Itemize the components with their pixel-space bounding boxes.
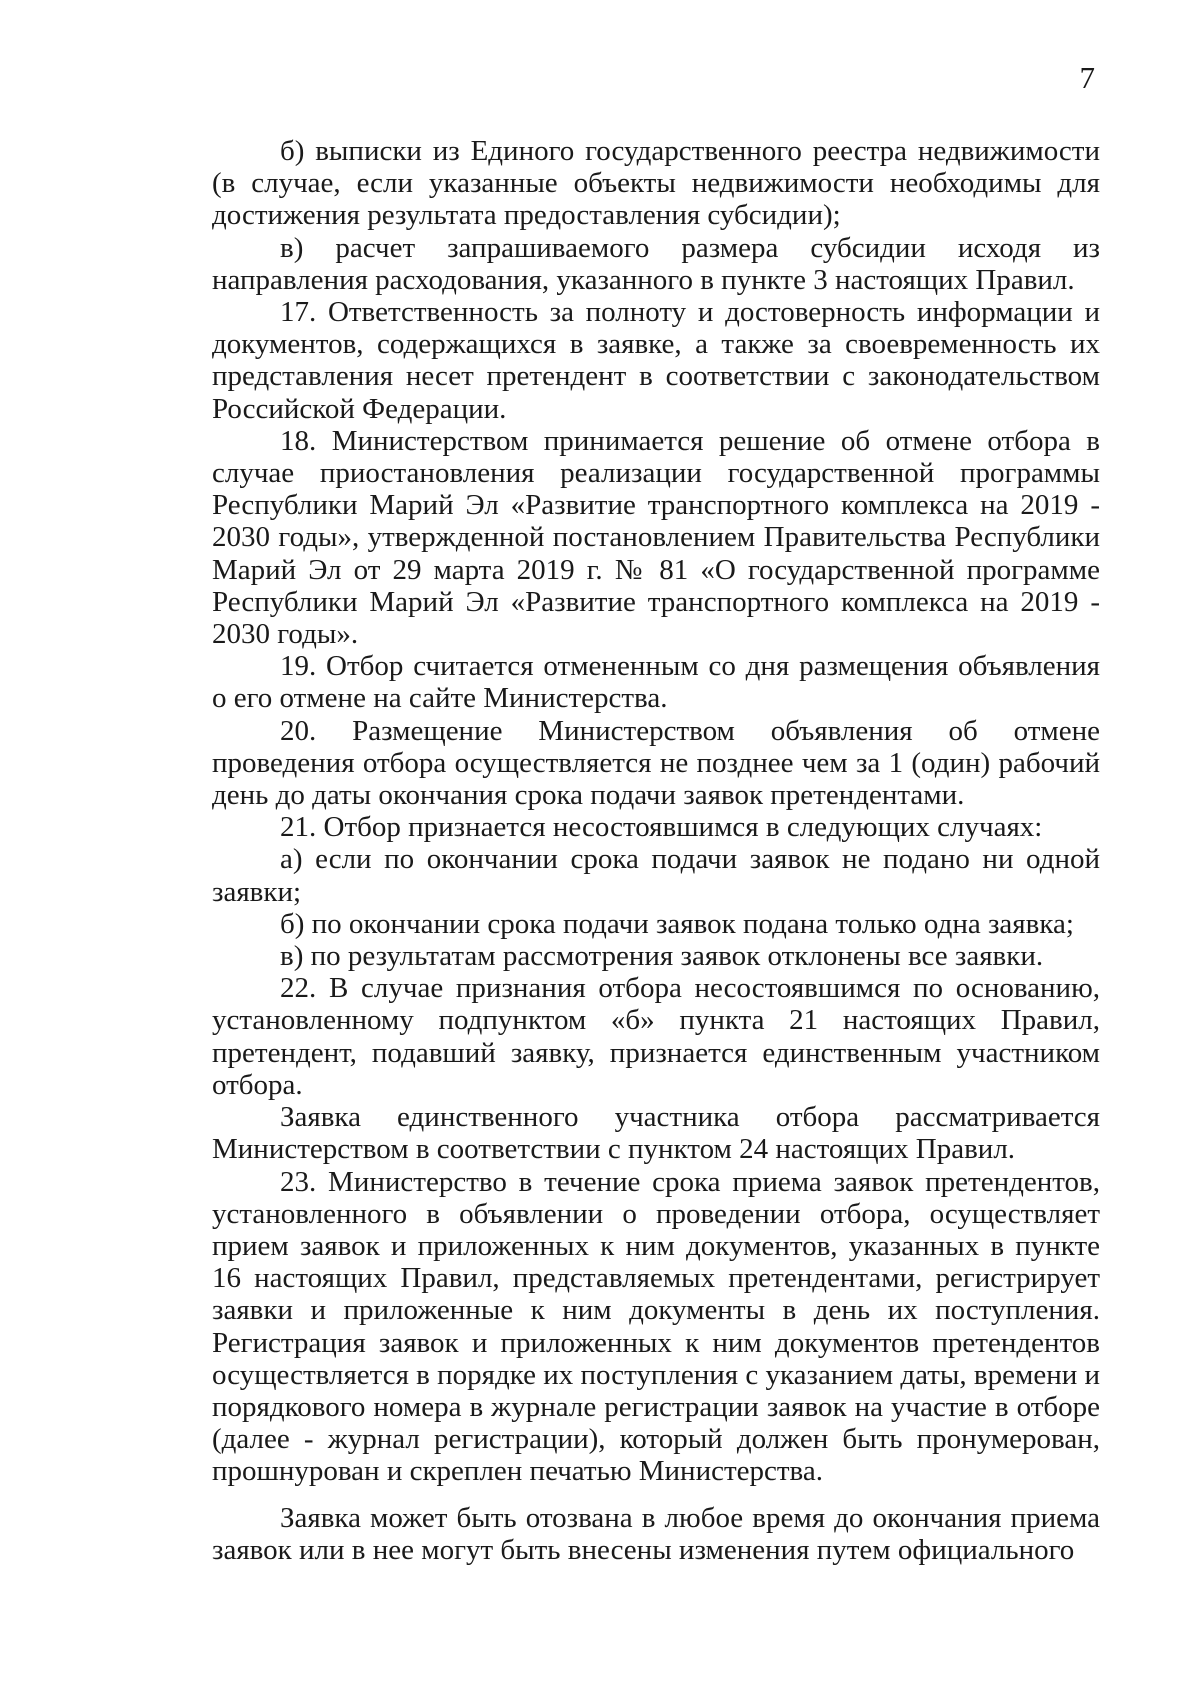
paragraph-16b: б) выписки из Единого государственного реестра недвижимости (в случае, если указанные объекты недвижимости необходимы для достижения результата предоставления субсидии); (212, 135, 1100, 232)
document-body (212, 135, 1100, 1566)
paragraph-22: 22. В случае признания отбора несостоявшимся по основанию, установленному подпунктом «б» пункта 21 настоящих Правил, претендент, подавший заявку, признается единственным участником отбора. (212, 972, 1100, 1101)
paragraph-18: 18. Министерством принимается решение об отмене отбора в случае приостановления реализации государственной программы Республики Марий Эл «Развитие транспортного комплекса на 2019 - 2030 годы», утвержденной постановлением Правительства Республики Марий Эл от 29 марта 2019 г. № 81 «О государственной программе Республики Марий Эл «Развитие транспортного комплекса на 2019 - 2030 годы». (212, 424, 1100, 651)
paragraph-23: 23. Министерство в течение срока приема заявок претендентов, установленного в объявлении о проведении отбора, осуществляет прием заявок и приложенных к ним документов, указанных в пункте 16 настоящих Правил, представляемых претендентами, регистрирует заявки и приложенные к ним документы в день их поступления. Регистрация заявок и приложенных к ним документов претендентов осуществляется в порядке их поступления с указанием даты, времени и порядкового номера в журнале регистрации заявок на участие в отборе (далее - журнал регистрации), который должен быть пронумерован, прошнурован и скреплен печатью Министерства. (212, 1165, 1100, 1488)
paragraph-16v: в) расчет запрашиваемого размера субсидии исходя из направления расходования, указанного в пункте 3 настоящих Правил. (212, 231, 1100, 296)
paragraph-17: 17. Ответственность за полноту и достоверность информации и документов, содержащихся в заявке, а также за своевременность их представления несет претендент в соответствии с законодательством Российской Федерации. (212, 296, 1100, 425)
paragraph-23-withdrawal: Заявка может быть отозвана в любое время до окончания приема заявок или в нее могут быть внесены изменения путем официального (212, 1501, 1100, 1566)
paragraph-21b: б) по окончании срока подачи заявок подана только одна заявка; (280, 907, 1074, 940)
paragraph-21: 21. Отбор признается несостоявшимся в следующих случаях: (280, 811, 1043, 844)
paragraph-22-single-participant: Заявка единственного участника отбора рассматривается Министерством в соответствии с пунктом 24 настоящих Правил. (212, 1101, 1100, 1166)
page-number: 7 (1079, 60, 1095, 95)
paragraph-20: 20. Размещение Министерством объявления об отмене проведения отбора осуществляется не позднее чем за 1 (один) рабочий день до даты окончания срока подачи заявок претендентами. (212, 714, 1100, 812)
paragraph-21v: в) по результатам рассмотрения заявок отклонены все заявки. (280, 940, 1044, 973)
paragraph-19: 19. Отбор считается отмененным со дня размещения объявления о его отмене на сайте Министерства. (212, 650, 1100, 715)
paragraph-21a: а) если по окончании срока подачи заявок не подано ни одной заявки; (212, 843, 1100, 908)
